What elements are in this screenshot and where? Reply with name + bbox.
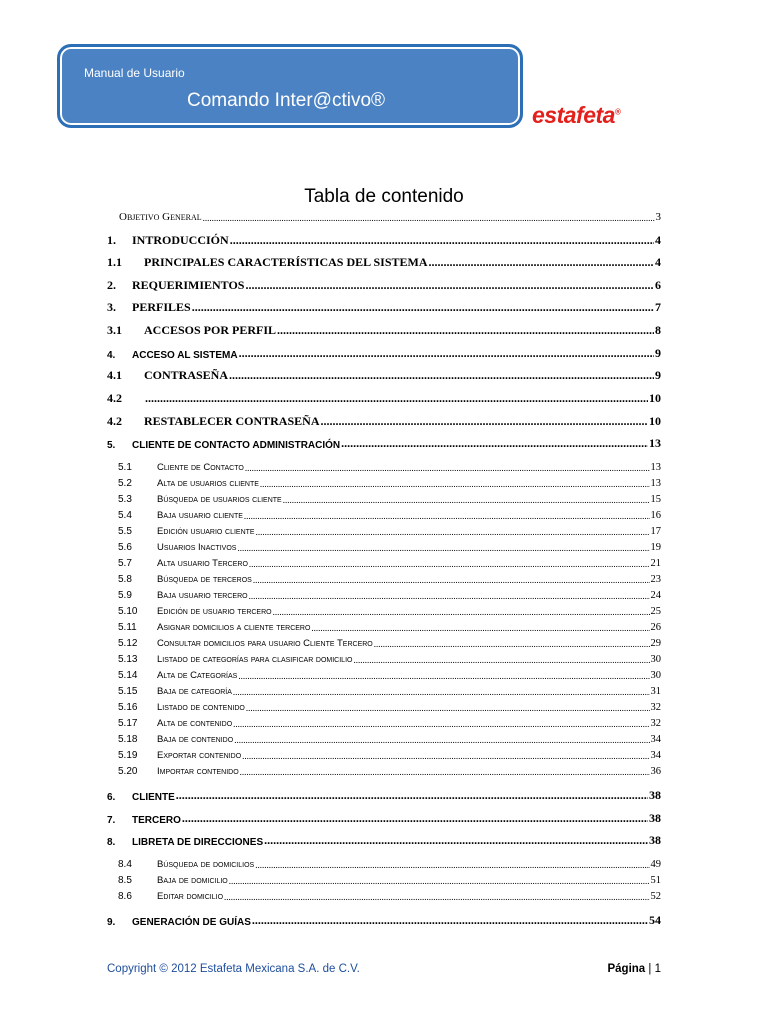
manual-label: Manual de Usuario bbox=[84, 66, 185, 80]
toc-entry-number: 5.14 bbox=[118, 670, 138, 681]
toc-entry-page: 30 bbox=[650, 654, 661, 665]
document-title: Comando Inter@ctivo® bbox=[187, 90, 386, 111]
toc-dot-leader bbox=[245, 463, 650, 473]
toc-entry-label: PERFILES bbox=[132, 300, 191, 314]
toc-entry-page: 4 bbox=[655, 233, 661, 247]
toc-entry-page: 32 bbox=[650, 702, 661, 713]
toc-entry[interactable] bbox=[107, 510, 661, 521]
toc-entry-label: Baja usuario cliente bbox=[157, 510, 243, 521]
toc-entry-page: 13 bbox=[649, 436, 661, 450]
toc-entry-number: 8.6 bbox=[118, 891, 132, 902]
toc-entry-label: Baja de categoría bbox=[157, 686, 232, 697]
toc-entry-number: 8.5 bbox=[118, 875, 132, 886]
toc-entry-page: 51 bbox=[650, 875, 661, 886]
toc-entry-label: Búsqueda de terceros bbox=[157, 574, 252, 585]
toc-entry-number: 3.1 bbox=[107, 323, 122, 337]
estafeta-logo: estafeta® bbox=[532, 102, 621, 128]
toc-entry-page: 9 bbox=[655, 368, 661, 382]
toc-entry-page: 31 bbox=[650, 686, 661, 697]
toc-entry[interactable] bbox=[107, 875, 661, 886]
toc-entry[interactable] bbox=[107, 788, 661, 803]
toc-entry-label: ACCESO AL SISTEMA bbox=[132, 350, 238, 361]
toc-entry-number: 5.16 bbox=[118, 702, 138, 713]
toc-entry-label: ACCESOS POR PERFIL bbox=[144, 323, 277, 337]
toc-dot-leader bbox=[237, 543, 649, 553]
toc-entry[interactable] bbox=[107, 526, 661, 537]
toc-entry-page: 30 bbox=[650, 670, 661, 681]
toc-entry[interactable] bbox=[107, 654, 661, 665]
toc-entry-number: 5.6 bbox=[118, 542, 132, 553]
toc-entry[interactable] bbox=[107, 368, 661, 383]
toc-entry[interactable] bbox=[107, 590, 661, 601]
toc-entry[interactable] bbox=[107, 702, 661, 713]
toc-entry[interactable] bbox=[107, 542, 661, 553]
toc-dot-leader bbox=[320, 414, 648, 429]
toc-entry-label: PRINCIPALES CARACTERÍSTICAS DEL SISTEMA bbox=[144, 255, 428, 269]
toc-entry[interactable] bbox=[107, 859, 661, 870]
toc-entry-label: Alta usuario Tercero bbox=[157, 558, 248, 569]
page-number-label: Página | 1 bbox=[607, 963, 661, 975]
toc-entry-number: 1.1 bbox=[107, 255, 122, 269]
toc-entry-number: 5.13 bbox=[118, 654, 138, 665]
toc-entry-label: Usuarios Inactivos bbox=[157, 542, 237, 553]
toc-entry-page: 32 bbox=[650, 718, 661, 729]
toc-entry-page: 38 bbox=[649, 811, 661, 825]
toc-entry[interactable] bbox=[107, 462, 661, 473]
toc-entry-label: Alta de Categorías bbox=[157, 670, 238, 681]
toc-entry-number: 4.2 bbox=[107, 391, 122, 405]
toc-dot-leader bbox=[374, 639, 650, 649]
toc-entry-number: 7. bbox=[107, 815, 116, 826]
toc-entry-page: 17 bbox=[650, 526, 661, 537]
toc-entry[interactable] bbox=[107, 255, 661, 270]
toc-dot-leader bbox=[353, 655, 649, 665]
toc-entry[interactable] bbox=[107, 718, 661, 729]
toc-dot-leader bbox=[182, 811, 648, 826]
toc-entry-number: 5.5 bbox=[118, 526, 132, 537]
toc-entry-number: 9. bbox=[107, 917, 116, 928]
toc-entry-page: 52 bbox=[650, 891, 661, 902]
toc-entry-label: GENERACIÓN DE GUÍAS bbox=[132, 917, 251, 928]
toc-entry-label: REQUERIMIENTOS bbox=[132, 278, 245, 292]
toc-entry-page: 8 bbox=[655, 323, 661, 337]
toc-dot-leader bbox=[233, 719, 649, 729]
toc-dot-leader bbox=[256, 527, 650, 537]
toc-entry-label: Baja de domicilio bbox=[157, 875, 228, 886]
toc-entry[interactable] bbox=[107, 734, 661, 745]
toc-dot-leader bbox=[283, 495, 650, 505]
toc-entry-number: 8.4 bbox=[118, 859, 132, 870]
toc-entry-number: 5. bbox=[107, 440, 116, 451]
toc-entry-page: 23 bbox=[650, 574, 661, 585]
toc-dot-leader bbox=[277, 323, 654, 338]
toc-dot-leader bbox=[249, 591, 650, 601]
toc-entry-page: 34 bbox=[650, 750, 661, 761]
toc-entry-number: 5.18 bbox=[118, 734, 138, 745]
toc-entry[interactable] bbox=[107, 766, 661, 777]
toc-entry-page: 49 bbox=[650, 859, 661, 870]
toc-entry-label: Asignar domicilios a cliente tercero bbox=[157, 622, 311, 633]
toc-entry-label: Importar contenido bbox=[157, 766, 239, 777]
toc-entry-number: 4.1 bbox=[107, 368, 122, 382]
toc-dot-leader bbox=[238, 671, 649, 681]
toc-entry-label: Alta de contenido bbox=[157, 718, 233, 729]
toc-dot-leader bbox=[230, 233, 654, 248]
toc-dot-leader bbox=[234, 735, 649, 745]
toc-entry[interactable] bbox=[107, 478, 661, 489]
toc-dot-leader bbox=[203, 213, 655, 223]
toc-dot-leader bbox=[253, 575, 650, 585]
toc-entry-page: 36 bbox=[650, 766, 661, 777]
toc-entry-label: Exportar contenido bbox=[157, 750, 242, 761]
toc-entry-label: Baja usuario tercero bbox=[157, 590, 248, 601]
toc-dot-leader bbox=[264, 833, 648, 848]
toc-entry[interactable] bbox=[107, 811, 661, 826]
toc-entry[interactable] bbox=[107, 278, 661, 293]
toc-entry-label: Cliente de Contacto bbox=[157, 462, 244, 473]
toc-dot-leader bbox=[224, 892, 649, 902]
toc-entry[interactable] bbox=[107, 436, 661, 451]
toc-dot-leader bbox=[244, 511, 650, 521]
toc-entry[interactable] bbox=[107, 233, 661, 248]
toc-entry-page: 16 bbox=[650, 510, 661, 521]
toc-entry[interactable] bbox=[107, 558, 661, 569]
toc-dot-leader bbox=[273, 607, 650, 617]
header-banner bbox=[57, 44, 523, 128]
toc-entry-label: Editar domicilio bbox=[157, 891, 224, 902]
toc-dot-leader bbox=[176, 788, 648, 803]
toc-entry-number: 5.17 bbox=[118, 718, 138, 729]
toc-entry-number: 5.9 bbox=[118, 590, 132, 601]
toc-entry-label: Listado de categorías para clasificar domicilio bbox=[157, 654, 353, 665]
toc-entry-number: 5.7 bbox=[118, 558, 132, 569]
toc-entry[interactable] bbox=[107, 606, 661, 617]
toc-entry-page: 10 bbox=[649, 414, 661, 428]
toc-entry[interactable] bbox=[107, 300, 661, 315]
toc-entry-number: 5.2 bbox=[118, 478, 132, 489]
toc-entry-label: Edición de usuario tercero bbox=[157, 606, 272, 617]
toc-dot-leader bbox=[233, 687, 650, 697]
toc-entry-number: 5.19 bbox=[118, 750, 138, 761]
toc-entry-number: 2. bbox=[107, 278, 116, 292]
toc-entry-page: 21 bbox=[650, 558, 661, 569]
copyright-text: Copyright © 2012 Estafeta Mexicana S.A. de C.V. bbox=[107, 963, 360, 975]
toc-entry-number: 5.15 bbox=[118, 686, 138, 697]
toc-dot-leader bbox=[260, 479, 650, 489]
toc-entry-number: 6. bbox=[107, 792, 116, 803]
toc-entry-page: 6 bbox=[655, 278, 661, 292]
toc-entry-label: LIBRETA DE DIRECCIONES bbox=[132, 837, 264, 848]
toc-entry-number: 3. bbox=[107, 300, 116, 314]
page-footer bbox=[107, 963, 661, 975]
toc-entry-page: 9 bbox=[655, 346, 661, 360]
toc-entry-page: 25 bbox=[650, 606, 661, 617]
toc-entry[interactable] bbox=[107, 211, 661, 223]
toc-dot-leader bbox=[242, 751, 649, 761]
toc-entry-page: 3 bbox=[655, 211, 661, 223]
toc-entry-page: 13 bbox=[650, 478, 661, 489]
toc-entry[interactable] bbox=[107, 346, 661, 361]
toc-entry[interactable] bbox=[107, 494, 661, 505]
toc-entry-number: 5.8 bbox=[118, 574, 132, 585]
toc-entry-number: 5.12 bbox=[118, 638, 138, 649]
toc-entry-label: CLIENTE bbox=[132, 792, 175, 803]
toc-entry-number: 5.4 bbox=[118, 510, 132, 521]
toc-entry-label: Búsqueda de usuarios cliente bbox=[157, 494, 282, 505]
toc-entry[interactable] bbox=[107, 891, 661, 902]
toc-entry-page: 54 bbox=[649, 913, 661, 927]
toc-entry-label: Consultar domicilios para usuario Cliente Tercero bbox=[157, 638, 373, 649]
toc-dot-leader bbox=[311, 623, 649, 633]
toc-dot-leader bbox=[229, 368, 654, 383]
toc-title: Tabla de contenido bbox=[304, 186, 464, 207]
toc-entry-page: 7 bbox=[655, 300, 661, 314]
toc-entry[interactable] bbox=[107, 574, 661, 585]
toc-entry-label: Listado de contenido bbox=[157, 702, 245, 713]
toc-entry-number: 5.3 bbox=[118, 494, 132, 505]
toc-entry[interactable] bbox=[107, 622, 661, 633]
toc-entry[interactable] bbox=[107, 670, 661, 681]
toc-entry-page: 15 bbox=[650, 494, 661, 505]
toc-entry-label: CONTRASEÑA bbox=[144, 368, 229, 382]
toc-entry[interactable] bbox=[107, 638, 661, 649]
toc-entry-label: TERCERO bbox=[132, 815, 181, 826]
toc-entry[interactable] bbox=[107, 750, 661, 761]
toc-entry-number: 1. bbox=[107, 233, 116, 247]
toc-dot-leader bbox=[255, 860, 649, 870]
toc-dot-leader bbox=[229, 876, 650, 886]
toc-entry[interactable] bbox=[107, 391, 661, 406]
toc-dot-leader bbox=[429, 255, 654, 270]
toc-dot-leader bbox=[145, 391, 648, 406]
toc-entry[interactable] bbox=[107, 323, 661, 338]
toc-entry-page: 34 bbox=[650, 734, 661, 745]
toc-entry-number: 4.2 bbox=[107, 414, 122, 428]
toc-entry-label: RESTABLECER CONTRASEÑA bbox=[144, 414, 320, 428]
toc-dot-leader bbox=[245, 278, 654, 293]
toc-entry-label: Edición usuario cliente bbox=[157, 526, 255, 537]
toc-entry[interactable] bbox=[107, 414, 661, 429]
toc-dot-leader bbox=[192, 300, 654, 315]
toc-entry-label: Búsqueda de domicilios bbox=[157, 859, 255, 870]
toc-entry-label: CLIENTE DE CONTACTO ADMINISTRACIÓN bbox=[132, 440, 341, 451]
toc-dot-leader bbox=[246, 703, 650, 713]
toc-entry[interactable] bbox=[107, 833, 661, 848]
toc-dot-leader bbox=[249, 559, 650, 569]
toc-dot-leader bbox=[341, 436, 648, 451]
toc-entry-page: 10 bbox=[649, 391, 661, 405]
toc-entry-page: 29 bbox=[650, 638, 661, 649]
toc-entry-page: 4 bbox=[655, 255, 661, 269]
toc-entry-label: Alta de usuarios cliente bbox=[157, 478, 259, 489]
toc-dot-leader bbox=[252, 913, 648, 928]
toc-entry[interactable] bbox=[107, 686, 661, 697]
toc-entry-number: 4. bbox=[107, 350, 116, 361]
toc-entry-page: 26 bbox=[650, 622, 661, 633]
toc-entry-page: 38 bbox=[649, 833, 661, 847]
toc-entry-page: 19 bbox=[650, 542, 661, 553]
toc-entry-number: 8. bbox=[107, 837, 116, 848]
toc-entry-label: Objetivo General bbox=[119, 211, 202, 223]
toc-entry-label: Baja de contenido bbox=[157, 734, 234, 745]
toc-entry[interactable] bbox=[107, 913, 661, 928]
toc-entry-number: 5.11 bbox=[118, 622, 137, 633]
toc-entry-number: 5.10 bbox=[118, 606, 138, 617]
toc-entry-page: 13 bbox=[650, 462, 661, 473]
toc-entry-label: INTRODUCCIÓN bbox=[132, 233, 229, 247]
toc-entry-number: 5.20 bbox=[118, 766, 138, 777]
toc-dot-leader bbox=[240, 767, 650, 777]
toc-entry-number: 5.1 bbox=[118, 462, 132, 473]
toc-entry-page: 38 bbox=[649, 788, 661, 802]
toc-dot-leader bbox=[239, 346, 654, 361]
toc-entry-page: 24 bbox=[650, 590, 661, 601]
